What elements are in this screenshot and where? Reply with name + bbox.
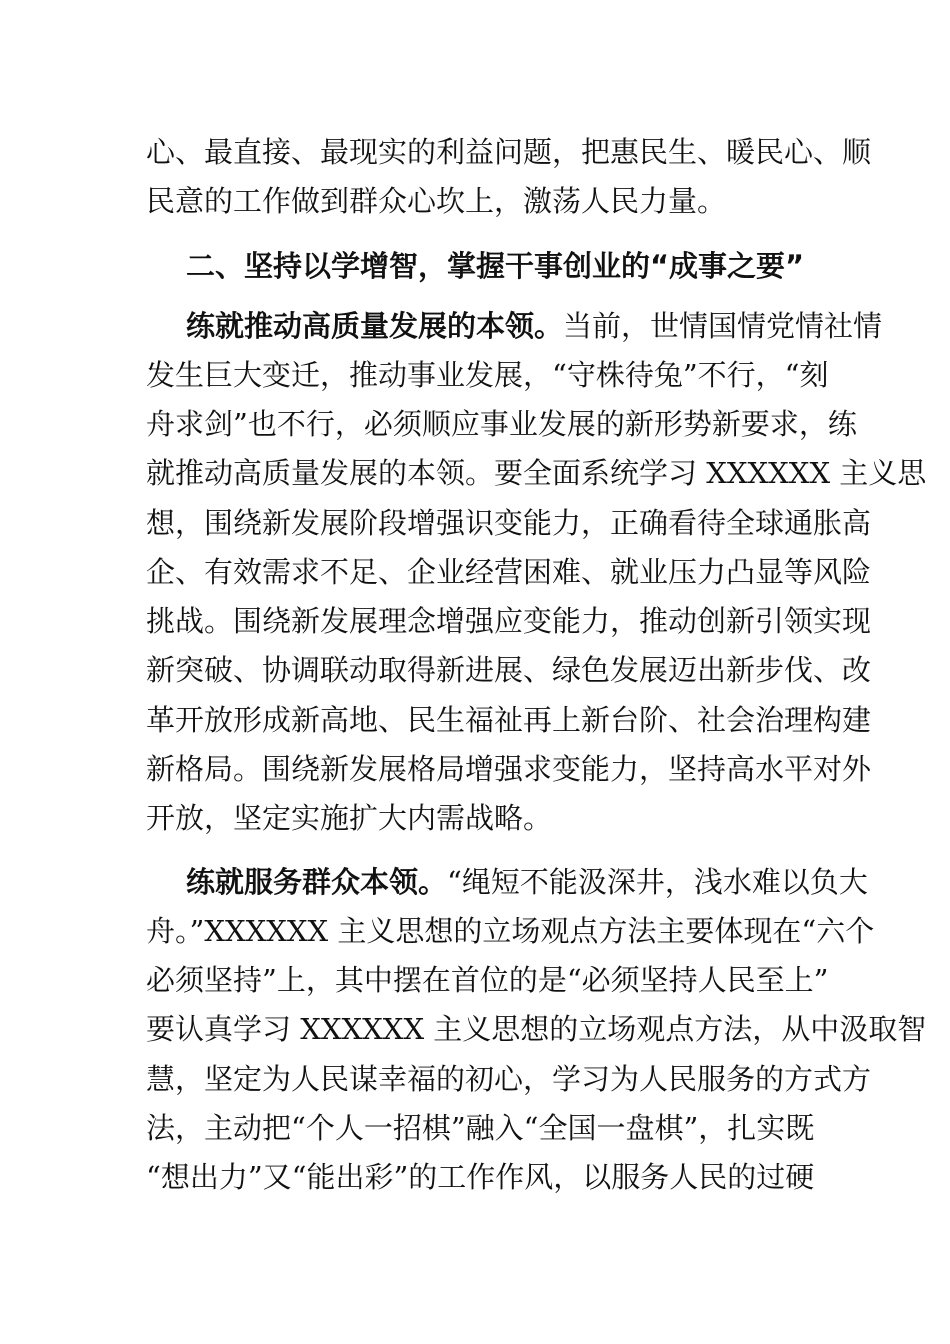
paragraph-line: 新格局。围绕新发展格局增强求变能力，坚持高水平对外	[146, 752, 872, 786]
paragraph-line: 要认真学习 XXXXXX 主义思想的立场观点方法，从中汲取智	[146, 1012, 927, 1046]
paragraph-first-line	[186, 306, 883, 346]
paragraph-text: 当前，世情国情党情社情	[563, 309, 883, 343]
paragraph-line: 民意的工作做到群众心坎上，激荡人民力量。	[146, 184, 727, 218]
paragraph-line: 企、有效需求不足、企业经营困难、就业压力凸显等风险	[146, 555, 872, 589]
paragraph-line: 心、最直接、最现实的利益问题，把惠民生、暖民心、顺	[146, 135, 872, 169]
paragraph-line: 新突破、协调联动取得新进展、绿色发展迈出新步伐、改	[146, 653, 872, 687]
paragraph-lead-bold: 练就推动高质量发展的本领。	[186, 309, 564, 343]
paragraph-line: 法，主动把“个人一招棋”融入“全国一盘棋”，扎实既	[146, 1111, 815, 1145]
paragraph-first-line	[186, 862, 868, 902]
paragraph-line: 就推动高质量发展的本领。要全面系统学习 XXXXXX 主义思	[146, 456, 927, 490]
paragraph-line: 发生巨大变迁，推动事业发展，“守株待兔”不行，“刻	[146, 358, 829, 392]
paragraph-line: 舟。”XXXXXX 主义思想的立场观点方法主要体现在“六个	[146, 914, 875, 948]
paragraph-line: 革开放形成新高地、民生福祉再上新台阶、社会治理构建	[146, 703, 872, 737]
paragraph-line: 舟求剑”也不行，必须顺应事业发展的新形势新要求，练	[146, 407, 857, 441]
paragraph-text: “绳短不能汲深井，浅水难以负大	[447, 865, 868, 899]
paragraph-line: 开放，坚定实施扩大内需战略。	[146, 801, 553, 835]
paragraph-line: 慧，坚定为人民谋幸福的初心，学习为人民服务的方式方	[146, 1062, 872, 1096]
section-heading: 二、坚持以学增智，掌握干事创业的“成事之要”	[186, 249, 805, 283]
paragraph-line: 挑战。围绕新发展理念增强应变能力，推动创新引领实现	[146, 604, 872, 638]
paragraph-line: 想，围绕新发展阶段增强识变能力，正确看待全球通胀高	[146, 506, 872, 540]
paragraph-line: “想出力”又“能出彩”的工作作风，以服务人民的过硬	[146, 1160, 815, 1194]
paragraph-lead-bold: 练就服务群众本领。	[186, 865, 448, 899]
paragraph-line: 必须坚持”上，其中摆在首位的是“必须坚持人民至上”	[146, 963, 829, 997]
